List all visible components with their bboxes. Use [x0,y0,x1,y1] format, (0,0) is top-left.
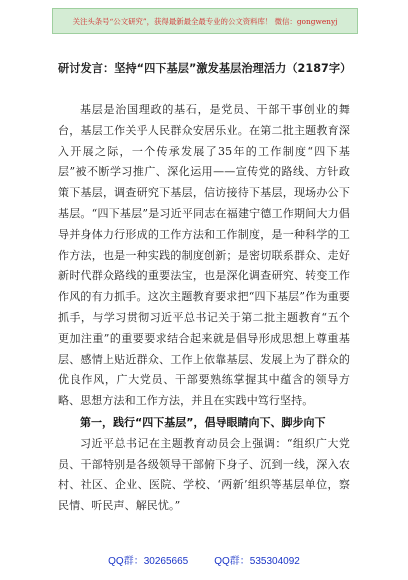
section-heading: 第一，践行“四下基层”，倡导眼睛向下、脚步向下 [80,415,326,429]
section-paragraph: 习近平总书记在主题教育动员会上强调：“组织广大党员、干部特别是各级领导干部俯下身子、沉到一线，深入农村、社区、企业、医院、学校、‘两新’组织等基层单位，察民情、听民声、解民忧。” [58,436,350,513]
banner-text: 关注头条号“公文研究”，获得最新最全最专业的公文资料库！ 微信：gongwenyj [72,16,338,26]
document-body [58,100,350,517]
qq-group-2: QQ群：535304092 [214,555,300,567]
qq-group-1: QQ群：30265665 [108,555,189,567]
footer [0,548,408,570]
intro-paragraph: 基层是治国理政的基石，是党员、干部干事创业的舞台，基层工作关乎人民群众安居乐业。在第二批主题教育深入开展之际，一个传承发展了35年的工作制度“四下基层”被不断学习推广、深化运用——宣传党的路线、方针政策下基层，调查研究下基层，信访接待下基层，现场办公下基层。“四下基层”是习近平同志在福建宁德工作期间大力倡导并身体力行形成的工作方法和工作制度，是一种科学的工作方法，也是一种实践的制度创新；是密切联系群众、走好新时代群众路线的重要法宝，也是深化调查研究、转变工作作风的有力抓手。这次主题教育要求把“四下基层”作为重要抓手，与学习贯彻习近平总书记关于第二批主题教育“五个更加注重”的重要要求结合起来就是倡导形成思想上尊重基层、感情上贴近群众、工作上依靠基层、发展上为了群众的优良作风，广大党员、干部要熟练掌握其中蕴含的领导方略、思想方法和工作方法，并且在实践中笃行坚持。 [58,103,350,408]
document-title: 研讨发言：坚持“四下基层”激发基层治理活力（2187字） [58,62,352,75]
